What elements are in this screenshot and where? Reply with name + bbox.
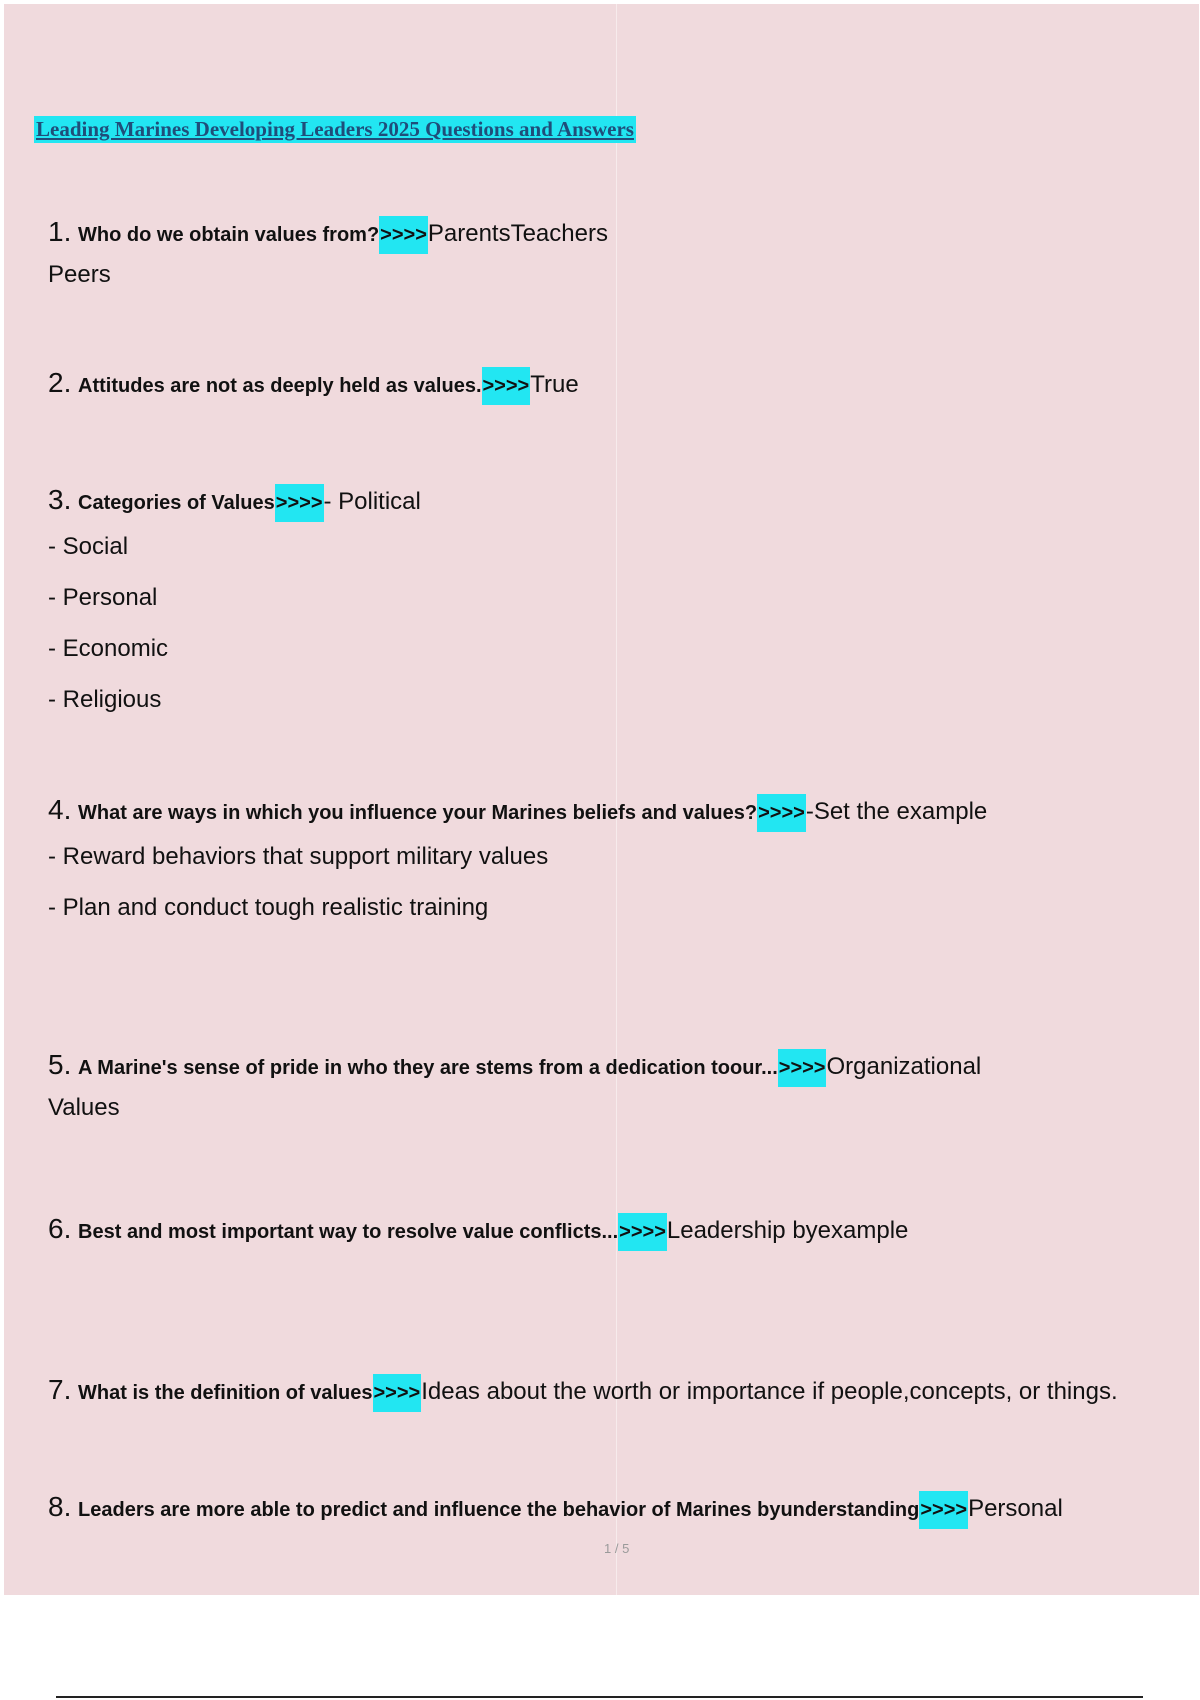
question-line bbox=[48, 1211, 1189, 1250]
answer-text: Personal bbox=[968, 1495, 1063, 1522]
answer-text: True bbox=[530, 371, 579, 398]
qa-item-7 bbox=[48, 1372, 1189, 1411]
answer-separator-highlight: >>>> bbox=[275, 484, 324, 522]
question-number: 4. bbox=[48, 794, 72, 825]
question-line bbox=[48, 1372, 1189, 1411]
question-text: Attitudes are not as deeply held as values. bbox=[78, 375, 482, 397]
question-text: Best and most important way to resolve value conflicts... bbox=[78, 1221, 619, 1243]
question-number: 3. bbox=[48, 484, 72, 515]
document-title: Leading Marines Developing Leaders 2025 Questions and Answers bbox=[36, 117, 634, 141]
question-line bbox=[48, 1047, 1189, 1086]
qa-item-1 bbox=[48, 214, 1189, 297]
question-line bbox=[48, 365, 1189, 404]
question-line bbox=[48, 792, 1189, 831]
question-number: 5. bbox=[48, 1049, 72, 1080]
answer-continuation: Values bbox=[48, 1094, 120, 1121]
question-line bbox=[48, 1489, 1189, 1528]
question-number: 2. bbox=[48, 367, 72, 398]
question-text: What are ways in which you influence your Marines beliefs and values? bbox=[78, 802, 758, 824]
page-number: 1 / 5 bbox=[604, 1541, 630, 1556]
answer-separator-highlight: >>>> bbox=[778, 1049, 827, 1087]
answer-continuation: - Social bbox=[48, 533, 129, 560]
answer-separator-highlight: >>>> bbox=[373, 1374, 422, 1412]
question-number: 1. bbox=[48, 216, 72, 247]
answer-separator-highlight: >>>> bbox=[379, 216, 428, 254]
question-text: A Marine's sense of pride in who they are stems from a dedication toour... bbox=[78, 1057, 778, 1079]
question-text: Leaders are more able to predict and influence the behavior of Marines byunderstanding bbox=[78, 1499, 920, 1521]
answer-separator-highlight: >>>> bbox=[482, 367, 531, 405]
answer-text: Organizational bbox=[826, 1053, 982, 1080]
answer-continuation: - Economic bbox=[48, 635, 169, 662]
question-number: 7. bbox=[48, 1374, 72, 1405]
answer-separator-highlight: >>>> bbox=[757, 794, 806, 832]
qa-item-3 bbox=[48, 482, 1189, 725]
qa-item-2 bbox=[48, 365, 1189, 404]
question-text: Who do we obtain values from? bbox=[78, 224, 380, 246]
qa-item-5 bbox=[48, 1047, 1189, 1130]
answer-continuation: - Religious bbox=[48, 686, 162, 713]
question-line bbox=[48, 214, 1189, 253]
page-break-rule bbox=[56, 1696, 1143, 1698]
document-page bbox=[4, 4, 1199, 1595]
qa-item-6 bbox=[48, 1211, 1189, 1250]
answer-continuation: - Reward behaviors that support military values bbox=[48, 843, 549, 870]
answer-text: Leadership byexample bbox=[666, 1217, 909, 1244]
answer-text: - Political bbox=[323, 488, 421, 515]
answer-text: -Set the example bbox=[805, 798, 988, 825]
answer-text: ParentsTeachers bbox=[427, 220, 608, 247]
qa-item-4 bbox=[48, 792, 1189, 933]
answer-continuation: - Personal bbox=[48, 584, 158, 611]
question-text: What is the definition of values bbox=[78, 1382, 373, 1404]
answer-continuation: Peers bbox=[48, 261, 111, 288]
question-number: 6. bbox=[48, 1213, 72, 1244]
answer-continuation: - Plan and conduct tough realistic training bbox=[48, 894, 489, 921]
question-text: Categories of Values bbox=[78, 492, 275, 514]
answer-text: Ideas about the worth or importance if people,concepts, or things. bbox=[421, 1378, 1118, 1405]
question-number: 8. bbox=[48, 1491, 72, 1522]
answer-separator-highlight: >>>> bbox=[919, 1491, 968, 1529]
question-line bbox=[48, 482, 1189, 521]
qa-item-8 bbox=[48, 1489, 1189, 1528]
answer-separator-highlight: >>>> bbox=[618, 1213, 667, 1251]
